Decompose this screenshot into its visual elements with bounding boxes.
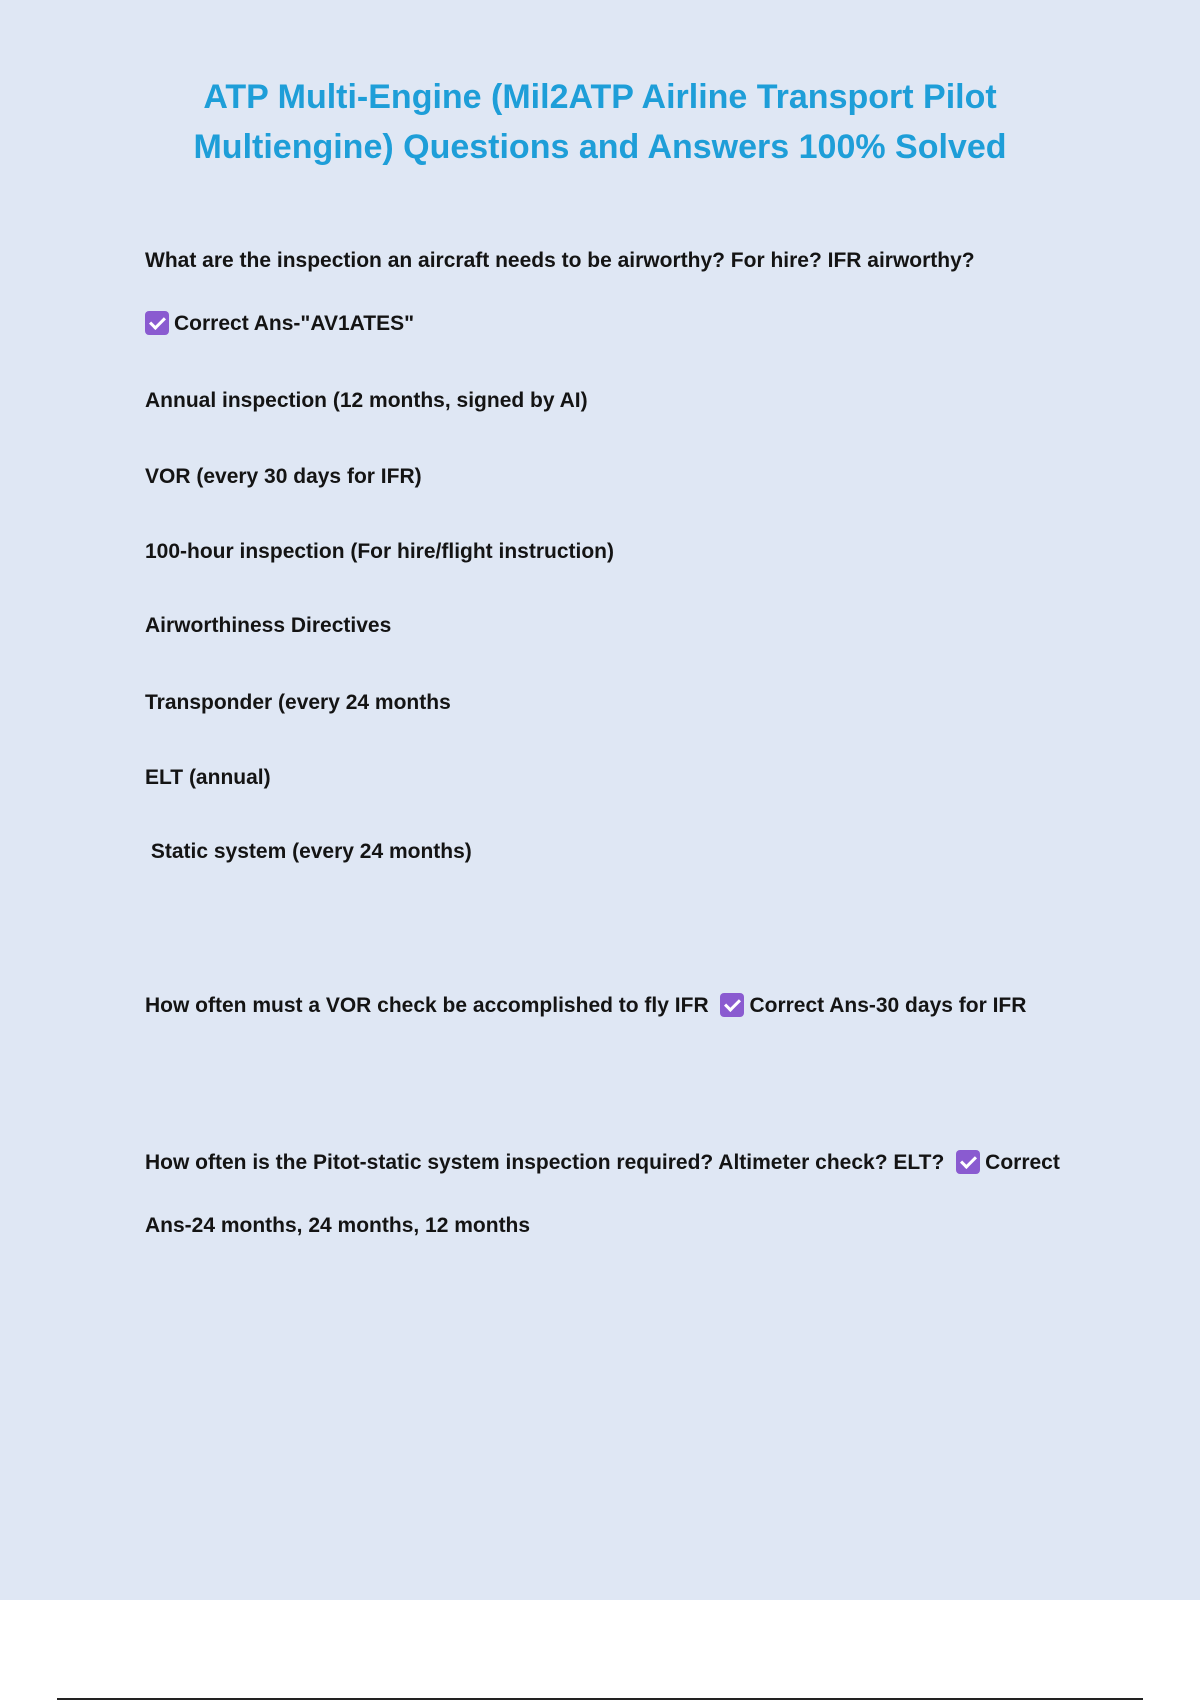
checkbox-checked-icon bbox=[145, 311, 169, 335]
answer-1 bbox=[145, 310, 414, 338]
answer-1-text: Correct Ans-"AV1ATES" bbox=[174, 312, 415, 335]
list-item: ELT (annual) bbox=[145, 766, 271, 789]
answer-3-start: Correct bbox=[985, 1151, 1060, 1174]
list-item: Annual inspection (12 months, signed by AI) bbox=[145, 389, 588, 412]
title-line-2: Multiengine) Questions and Answers 100% Solved bbox=[193, 128, 1007, 166]
answer-2-text: Correct Ans-30 days for IFR bbox=[749, 994, 1027, 1017]
answer-3-continuation: Ans-24 months, 24 months, 12 months bbox=[145, 1214, 531, 1237]
list-item: 100-hour inspection (For hire/flight instruction) bbox=[145, 540, 615, 563]
question-2-text: How often must a VOR check be accomplished to fly IFR bbox=[145, 994, 709, 1017]
checkbox-checked-icon bbox=[956, 1150, 980, 1174]
question-1: What are the inspection an aircraft needs to be airworthy? For hire? IFR airworthy? bbox=[145, 249, 975, 272]
document-title bbox=[100, 72, 1100, 172]
question-3 bbox=[145, 1149, 1060, 1177]
question-2 bbox=[145, 992, 1026, 1020]
title-line-1: ATP Multi-Engine (Mil2ATP Airline Transport Pilot bbox=[203, 78, 997, 116]
list-item: Transponder (every 24 months bbox=[145, 691, 451, 714]
list-item: Static system (every 24 months) bbox=[145, 840, 472, 863]
list-item: Airworthiness Directives bbox=[145, 614, 392, 637]
list-item: VOR (every 30 days for IFR) bbox=[145, 465, 422, 488]
checkbox-checked-icon bbox=[720, 993, 744, 1017]
question-3-text: How often is the Pitot-static system inspection required? Altimeter check? ELT? bbox=[145, 1151, 945, 1174]
